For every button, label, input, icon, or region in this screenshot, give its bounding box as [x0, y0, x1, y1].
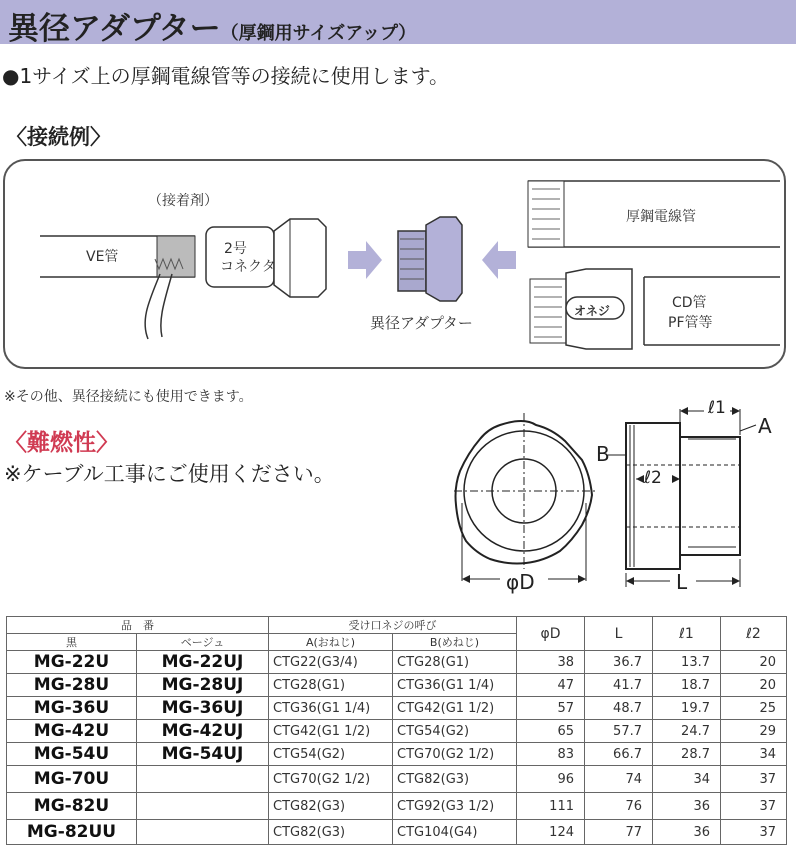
arrow-right-icon — [348, 241, 382, 279]
cell-a: CTG22(G3/4) — [269, 651, 393, 674]
front-view — [454, 413, 596, 583]
cell-b: CTG28(G1) — [393, 651, 517, 674]
cell-l2: 20 — [721, 651, 787, 674]
cell-black: MG-22U — [7, 651, 137, 674]
cell-l1: 34 — [653, 766, 721, 793]
page-title — [8, 3, 416, 48]
cell-L: 77 — [585, 820, 653, 845]
cell-black: MG-70U — [7, 766, 137, 793]
cell-l1: 36 — [653, 793, 721, 820]
dim-phiD: φD — [506, 570, 535, 594]
dim-b: B — [596, 442, 610, 466]
cell-beige — [137, 766, 269, 793]
table-row — [7, 793, 787, 820]
header-part-number: 品 番 — [7, 617, 269, 634]
table-row — [7, 651, 787, 674]
title-sub: （厚鋼用サイズアップ） — [220, 23, 417, 44]
header-beige: ベージュ — [137, 634, 269, 651]
cd-pipe-label: CD管 — [672, 295, 707, 311]
cell-a: CTG70(G2 1/2) — [269, 766, 393, 793]
cd-pipe-illustration — [530, 269, 780, 349]
header-l1: ℓ1 — [653, 617, 721, 651]
cell-l1: 18.7 — [653, 674, 721, 697]
cell-beige: MG-54UJ — [137, 743, 269, 766]
cell-a: CTG36(G1 1/4) — [269, 697, 393, 720]
cell-L: 41.7 — [585, 674, 653, 697]
dim-l2: ℓ2 — [644, 468, 662, 488]
cell-beige — [137, 793, 269, 820]
cell-L: 36.7 — [585, 651, 653, 674]
cell-beige: MG-42UJ — [137, 720, 269, 743]
table-row — [7, 674, 787, 697]
cell-black: MG-36U — [7, 697, 137, 720]
cell-L: 76 — [585, 793, 653, 820]
header-b: B(めねじ) — [393, 634, 517, 651]
cell-beige: MG-36UJ — [137, 697, 269, 720]
cell-a: CTG82(G3) — [269, 820, 393, 845]
ve-pipe-label: VE管 — [86, 249, 119, 265]
adapter-label: 異径アダプター — [370, 314, 473, 332]
cell-b: CTG104(G4) — [393, 820, 517, 845]
cell-d: 111 — [517, 793, 585, 820]
connection-diagram — [0, 159, 796, 369]
header-black: 黒 — [7, 634, 137, 651]
cell-l1: 24.7 — [653, 720, 721, 743]
cell-d: 83 — [517, 743, 585, 766]
cell-d: 65 — [517, 720, 585, 743]
table-row — [7, 743, 787, 766]
cell-black: MG-82UU — [7, 820, 137, 845]
cell-l2: 29 — [721, 720, 787, 743]
spec-table — [6, 616, 787, 845]
cell-l2: 20 — [721, 674, 787, 697]
connector-label-1: 2号 — [224, 241, 247, 257]
cell-b: CTG54(G2) — [393, 720, 517, 743]
cell-a: CTG54(G2) — [269, 743, 393, 766]
cell-d: 57 — [517, 697, 585, 720]
dim-l1: ℓ1 — [708, 398, 726, 418]
cell-l2: 25 — [721, 697, 787, 720]
header-l2: ℓ2 — [721, 617, 787, 651]
connector-label-2: コネクタ — [220, 259, 276, 275]
cell-l2: 37 — [721, 766, 787, 793]
cell-b: CTG70(G2 1/2) — [393, 743, 517, 766]
pf-pipe-label: PF管等 — [668, 315, 713, 331]
cell-black: MG-42U — [7, 720, 137, 743]
cell-black: MG-28U — [7, 674, 137, 697]
title-main: 異径アダプター — [8, 11, 221, 47]
cell-b: CTG92(G3 1/2) — [393, 793, 517, 820]
cell-black: MG-54U — [7, 743, 137, 766]
cell-b: CTG82(G3) — [393, 766, 517, 793]
cell-d: 124 — [517, 820, 585, 845]
dimension-drawing — [440, 395, 796, 605]
cell-l2: 37 — [721, 793, 787, 820]
cell-l2: 37 — [721, 820, 787, 845]
cell-beige: MG-22UJ — [137, 651, 269, 674]
table-row — [7, 720, 787, 743]
cell-l1: 36 — [653, 820, 721, 845]
male-thread-label: オネジ — [574, 304, 610, 318]
cell-b: CTG36(G1 1/4) — [393, 674, 517, 697]
adapter-illustration — [398, 217, 462, 301]
arrow-left-icon — [482, 241, 516, 279]
flame-heading: 〈難燃性〉 — [4, 430, 119, 456]
header-L: L — [585, 617, 653, 651]
cell-a: CTG28(G1) — [269, 674, 393, 697]
cell-l1: 28.7 — [653, 743, 721, 766]
table-row — [7, 697, 787, 720]
cell-d: 96 — [517, 766, 585, 793]
cell-beige — [137, 820, 269, 845]
cell-l2: 34 — [721, 743, 787, 766]
flame-note: ※ケーブル工事にご使用ください。 — [4, 462, 335, 486]
dim-a: A — [758, 414, 772, 438]
header-phiD: φD — [517, 617, 585, 651]
cell-l1: 13.7 — [653, 651, 721, 674]
cell-a: CTG82(G3) — [269, 793, 393, 820]
other-usage-note: ※その他、異径接続にも使用できます。 — [4, 389, 253, 405]
dim-L: L — [676, 570, 688, 594]
table-row — [7, 820, 787, 845]
cell-black: MG-82U — [7, 793, 137, 820]
table-row — [7, 766, 787, 793]
cell-L: 57.7 — [585, 720, 653, 743]
side-view — [608, 407, 756, 587]
cell-b: CTG42(G1 1/2) — [393, 697, 517, 720]
intro-text: ●1サイズ上の厚鋼電線管等の接続に使用します。 — [2, 64, 449, 88]
example-heading: 〈接続例〉 — [6, 125, 111, 149]
cell-L: 74 — [585, 766, 653, 793]
header-a: A(おねじ) — [269, 634, 393, 651]
cell-d: 47 — [517, 674, 585, 697]
cell-d: 38 — [517, 651, 585, 674]
cell-a: CTG42(G1 1/2) — [269, 720, 393, 743]
cell-L: 66.7 — [585, 743, 653, 766]
header-thread: 受け口ネジの呼び — [269, 617, 517, 634]
adhesive-label: （接着剤） — [148, 193, 218, 209]
cell-beige: MG-28UJ — [137, 674, 269, 697]
cell-L: 48.7 — [585, 697, 653, 720]
cell-l1: 19.7 — [653, 697, 721, 720]
steel-pipe-label: 厚鋼電線管 — [626, 209, 696, 225]
